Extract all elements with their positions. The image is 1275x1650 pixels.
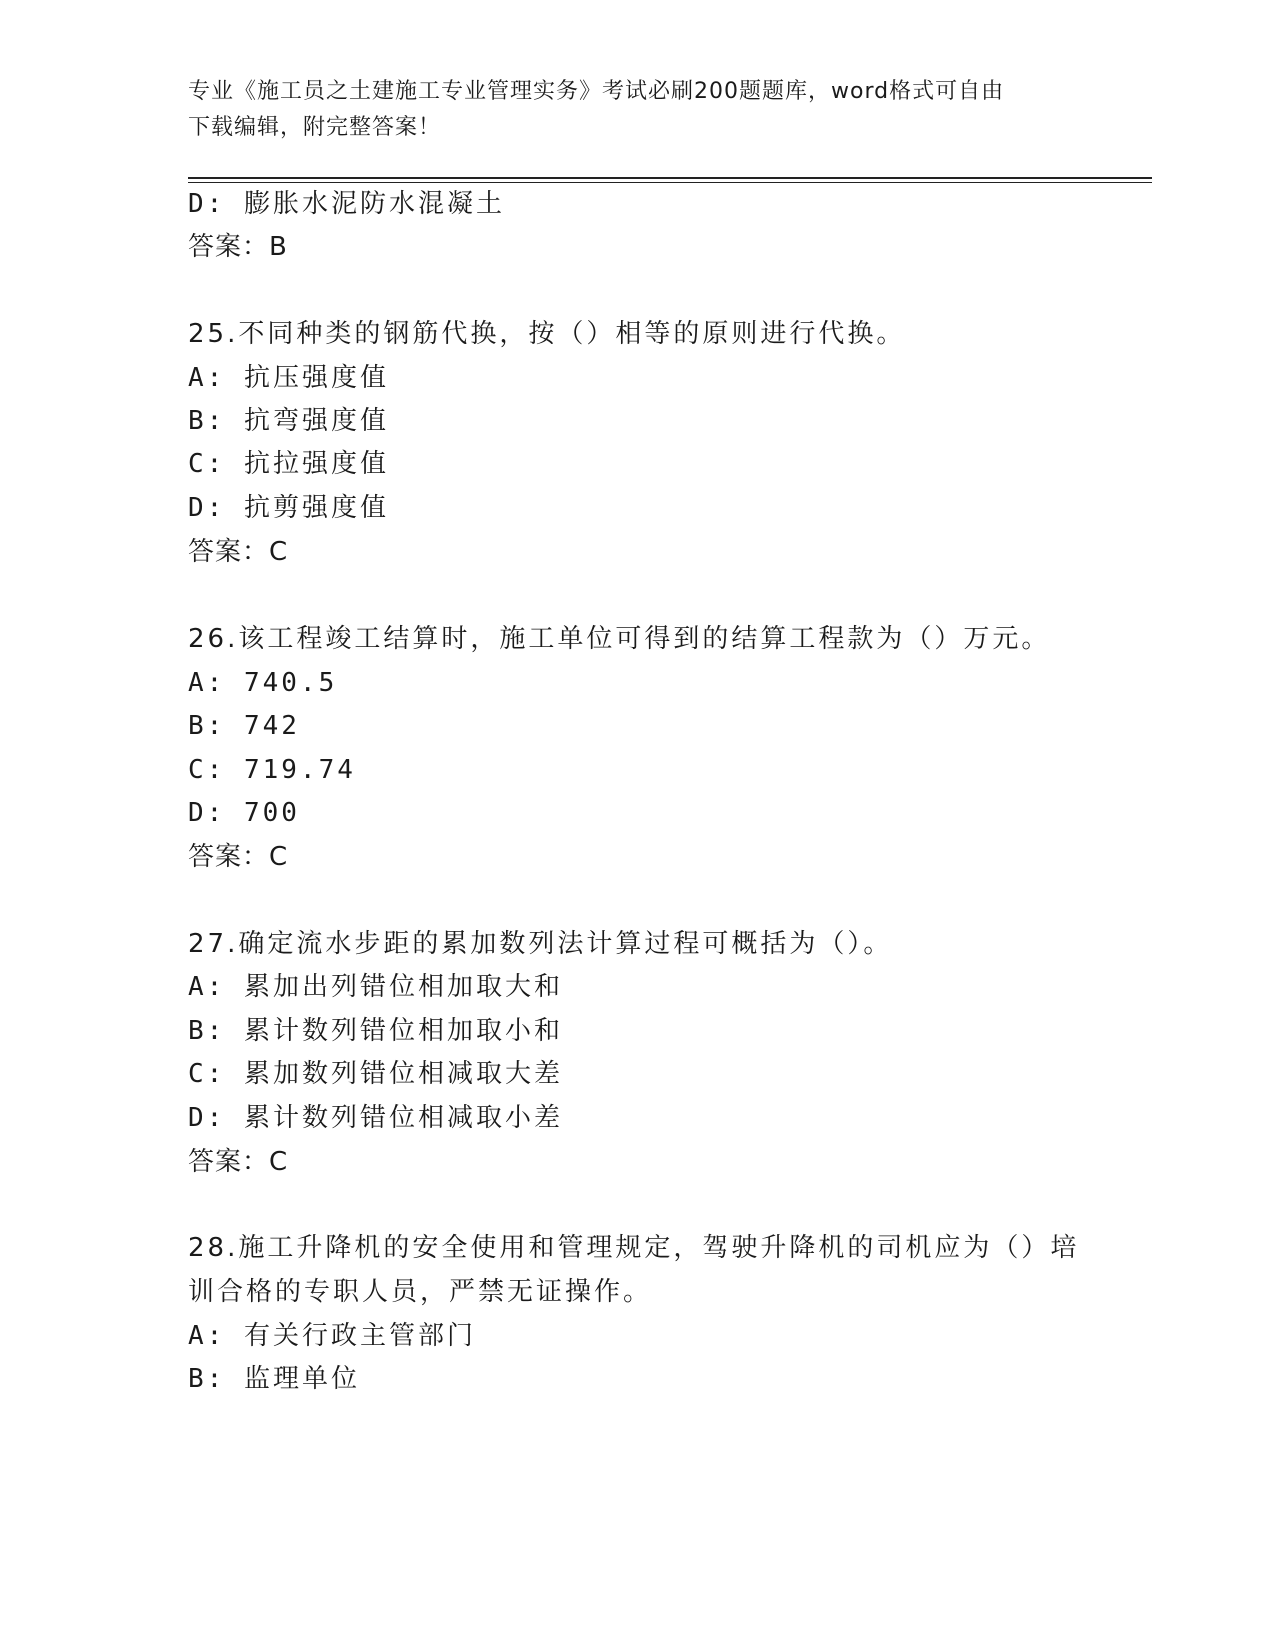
question-27-stem: 27.确定流水步距的累加数列法计算过程可概括为（）。 [188, 929, 893, 959]
question-27-option-d: D: 累计数列错位相减取小差 [188, 1103, 563, 1133]
question-26-option-d: D: 700 [188, 798, 300, 828]
question-28-stem-line-1: 28.施工升降机的安全使用和管理规定，驾驶升降机的司机应为（）培 [188, 1233, 1080, 1263]
title-line-2: 下载编辑，附完整答案！ [188, 115, 442, 140]
answer-prev: 答案：B [188, 232, 288, 262]
question-26-answer: 答案：C [188, 842, 289, 872]
title-line-1: 专业《施工员之土建施工专业管理实务》考试必刷200题题库，word格式可自由 [188, 79, 1005, 104]
header-rule-thin [188, 182, 1152, 183]
question-27-option-b: B: 累计数列错位相加取小和 [188, 1016, 563, 1046]
question-28-option-b: B: 监理单位 [188, 1364, 360, 1394]
question-27-option-a: A: 累加出列错位相加取大和 [188, 972, 563, 1002]
question-28-option-a: A: 有关行政主管部门 [188, 1321, 476, 1351]
question-25-stem: 25.不同种类的钢筋代换，按（）相等的原则进行代换。 [188, 319, 906, 349]
option-d-prev: D: 膨胀水泥防水混凝土 [188, 189, 505, 219]
question-26-option-b: B: 742 [188, 711, 300, 741]
question-26-option-a: A: 740.5 [188, 668, 338, 698]
header-rule-thick [188, 177, 1152, 179]
question-25-option-c: C: 抗拉强度值 [188, 449, 389, 479]
question-26-stem: 26.该工程竣工结算时，施工单位可得到的结算工程款为（）万元。 [188, 624, 1051, 654]
question-28-stem-line-2: 训合格的专职人员，严禁无证操作。 [188, 1277, 653, 1307]
question-27-answer: 答案：C [188, 1147, 289, 1177]
document-title [188, 74, 1068, 146]
question-25-option-a: A: 抗压强度值 [188, 363, 389, 393]
question-27-option-c: C: 累加数列错位相减取大差 [188, 1059, 563, 1089]
question-25-option-d: D: 抗剪强度值 [188, 493, 389, 523]
question-26-option-c: C: 719.74 [188, 755, 356, 785]
question-25-option-b: B: 抗弯强度值 [188, 406, 389, 436]
question-25-answer: 答案：C [188, 537, 289, 567]
